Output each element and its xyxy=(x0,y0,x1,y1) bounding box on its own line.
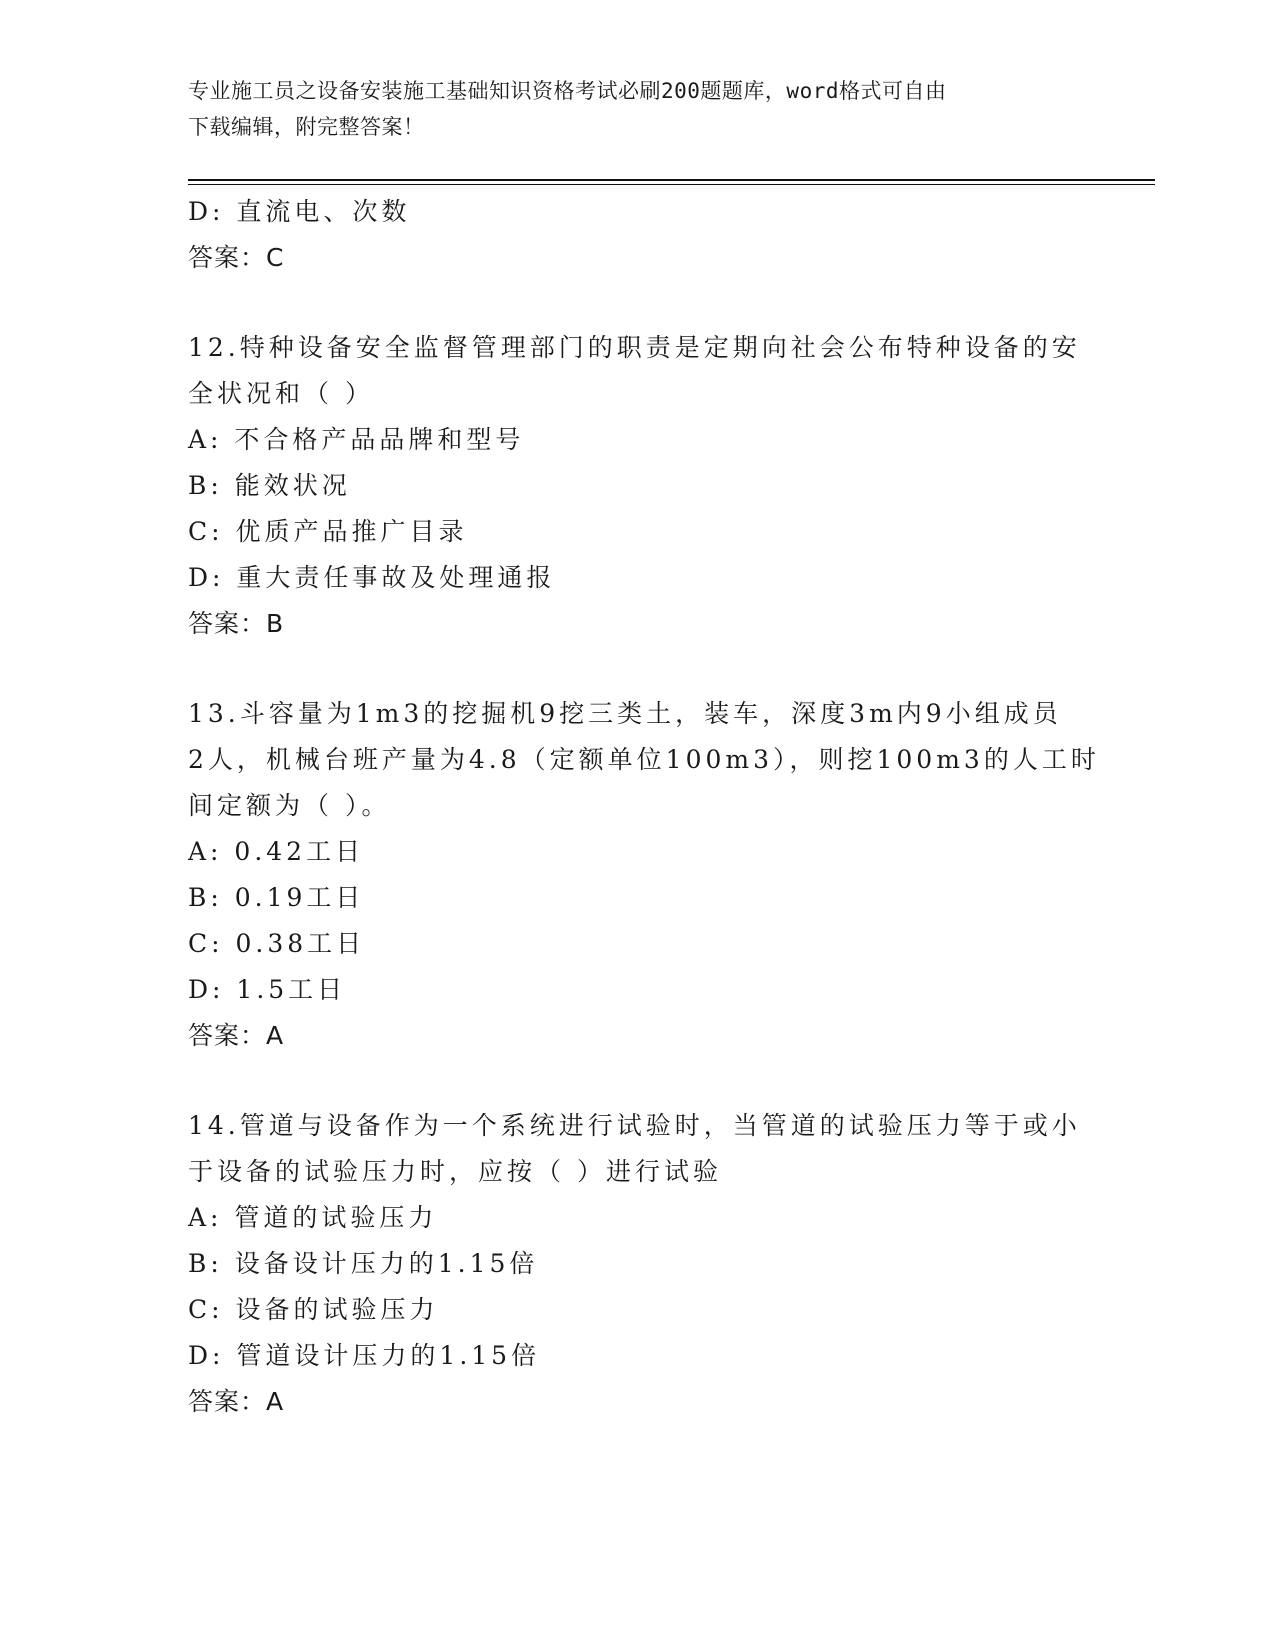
option-d: D: 管道设计压力的1.15倍 xyxy=(188,1341,541,1370)
answer-line: 答案：B xyxy=(188,609,285,638)
document-header xyxy=(188,73,1088,145)
question-stem-line: 全状况和（ ） xyxy=(188,379,374,408)
option-b: B: 设备设计压力的1.15倍 xyxy=(188,1249,539,1278)
question-stem-line: 13.斗容量为1m3的挖掘机9挖三类土，装车，深度3m内9小组成员 xyxy=(188,699,1062,728)
question-content xyxy=(188,189,1100,1425)
option-d: D: 1.5工日 xyxy=(188,975,347,1004)
header-divider-thick xyxy=(188,179,1155,181)
option-b: B: 能效状况 xyxy=(188,471,351,500)
question-stem-line: 2人，机械台班产量为4.8（定额单位100m3），则挖100m3的人工时 xyxy=(188,745,1100,774)
option-d: D: 重大责任事故及处理通报 xyxy=(188,563,556,592)
header-line-1: 专业施工员之设备安装施工基础知识资格考试必刷200题题库，word格式可自由 xyxy=(188,79,947,103)
question-13 xyxy=(188,691,1100,1059)
question-stem-line: 于设备的试验压力时，应按（ ）进行试验 xyxy=(188,1157,722,1186)
question-stem-line: 间定额为（ ）。 xyxy=(188,791,391,820)
option-a: A: 不合格产品品牌和型号 xyxy=(188,425,525,454)
option-b: B: 0.19工日 xyxy=(188,883,365,912)
question-12 xyxy=(188,325,1088,647)
answer-line: 答案：A xyxy=(188,1021,285,1050)
option-c: C: 0.38工日 xyxy=(188,929,366,958)
option-c: C: 设备的试验压力 xyxy=(188,1295,439,1324)
header-divider-thin xyxy=(188,184,1155,185)
option-a: A: 管道的试验压力 xyxy=(188,1203,438,1232)
question-stem-line: 12.特种设备安全监督管理部门的职责是定期向社会公布特种设备的安 xyxy=(188,333,1081,362)
option-c: C: 优质产品推广目录 xyxy=(188,517,468,546)
option-a: A: 0.42工日 xyxy=(188,837,365,866)
question-14 xyxy=(188,1103,1088,1425)
question-stem-line: 14.管道与设备作为一个系统进行试验时，当管道的试验压力等于或小 xyxy=(188,1111,1081,1140)
previous-question-tail xyxy=(188,189,1088,281)
option-d: D: 直流电、次数 xyxy=(188,197,411,226)
answer-line: 答案：A xyxy=(188,1387,285,1416)
header-line-2: 下载编辑，附完整答案！ xyxy=(188,115,425,139)
answer-line: 答案：C xyxy=(188,243,285,272)
